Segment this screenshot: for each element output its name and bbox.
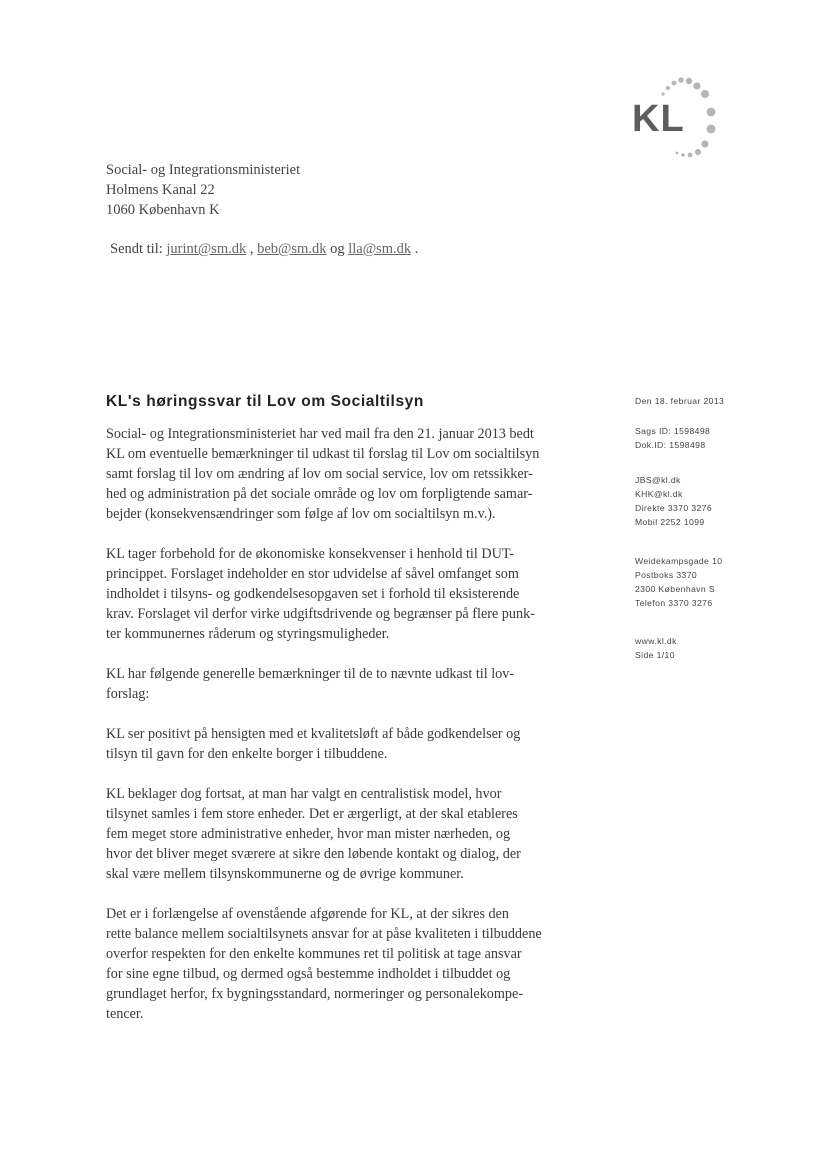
paragraph-line: indholdet i tilsyns- og godkendelsesopgaven set i forhold til eksisterende: [106, 586, 520, 602]
paragraph-line: Social- og Integrationsministeriet har ved mail fra den 21. januar 2013 bedt: [106, 426, 534, 442]
sent-to-line: [110, 241, 418, 258]
email-conjunction: og: [330, 241, 345, 257]
paragraph-line: tilsynet samles i fem store enheder. Det er ærgerligt, at der skal etableres: [106, 806, 518, 822]
recipient-line: Holmens Kanal 22: [106, 182, 215, 198]
paragraph-balance: [106, 904, 586, 1024]
paragraph-line: KL tager forbehold for de økonomiske konsekvenser i henhold til DUT-: [106, 546, 514, 562]
paragraph-intro: [106, 424, 586, 524]
recipient-address: [106, 160, 300, 220]
logo-text: KL: [632, 98, 685, 140]
paragraph-centralistic: [106, 784, 586, 884]
paragraph-line: hvor det bliver meget sværere at sikre den løbende kontakt og dialog, der: [106, 846, 521, 862]
paragraph-line: hed og administration på det sociale område og lov om forpligtende samar-: [106, 486, 533, 502]
recipient-line: Social- og Integrationsministeriet: [106, 162, 301, 178]
address-street: Weidekampsgade 10: [635, 556, 723, 566]
paragraph-line: princippet. Forslaget indeholder en stor udvidelse af såvel omfanget som: [106, 566, 519, 582]
kl-logo: [628, 74, 728, 160]
paragraph-line: skal være mellem tilsynskommunerne og de øvrige kommuner.: [106, 866, 464, 882]
paragraph-general-remarks: [106, 664, 586, 704]
paragraph-line: tilsyn til gavn for den enkelte borger i tilbuddene.: [106, 746, 388, 762]
paragraph-positive: [106, 724, 586, 764]
email-separator: ,: [249, 241, 254, 257]
contact-email-jbs[interactable]: JBS@kl.dk: [635, 475, 681, 485]
paragraph-line: bejder (konsekvensændringer som følge af lov om socialtilsyn m.v.).: [106, 506, 496, 522]
paragraph-line: tencer.: [106, 1006, 144, 1022]
paragraph-line: KL beklager dog fortsat, at man har valgt en centralistisk model, hvor: [106, 786, 502, 802]
sidebar-ids: [635, 424, 710, 452]
paragraph-line: forslag:: [106, 686, 150, 702]
paragraph-line: KL om eventuelle bemærkninger til udkast til forslag til Lov om socialtilsyn: [106, 446, 540, 462]
paragraph-line: KL ser positivt på hensigten med et kvalitetsløft af både godkendelser og: [106, 726, 521, 742]
address-city: 2300 København S: [635, 584, 715, 594]
paragraph-dut: [106, 544, 586, 644]
page-number: Side 1/10: [635, 650, 675, 660]
sent-to-end: .: [414, 241, 419, 257]
paragraph-line: fem meget store administrative enheder, hvor man mister nærheden, og: [106, 826, 511, 842]
paragraph-line: rette balance mellem socialtilsynets ansvar for at påse kvaliteten i tilbuddene: [106, 926, 542, 942]
contact-mobile: Mobil 2252 1099: [635, 517, 705, 527]
sidebar-date: Den 18. februar 2013: [635, 396, 725, 406]
paragraph-line: grundlaget herfor, fx bygningsstandard, normeringer og personalekompe-: [106, 986, 524, 1002]
website-link[interactable]: www.kl.dk: [635, 636, 677, 646]
paragraph-line: overfor respekten for den enkelte kommunes ret til politisk at tage ansvar: [106, 946, 522, 962]
sidebar-contact: [635, 473, 712, 529]
paragraph-line: for sine egne tilbud, og dermed også bestemme indholdet i tilbuddet og: [106, 966, 511, 982]
paragraph-line: krav. Forslaget vil derfor virke udgiftsdrivende og begrænser på flere punk-: [106, 606, 535, 622]
address-phone: Telefon 3370 3276: [635, 598, 713, 608]
email-link-lla[interactable]: lla@sm.dk: [348, 241, 412, 257]
sidebar-footer: [635, 634, 677, 662]
address-postbox: Postboks 3370: [635, 570, 698, 580]
document-heading: KL's høringssvar til Lov om Socialtilsyn: [106, 393, 424, 410]
contact-direct-phone: Direkte 3370 3276: [635, 503, 713, 513]
paragraph-line: samt forslag til lov om ændring af lov om social service, lov om retssikker-: [106, 466, 533, 482]
sent-to-label: Sendt til:: [110, 241, 163, 257]
contact-email-khk[interactable]: KHK@kl.dk: [635, 489, 683, 499]
email-link-jurint[interactable]: jurint@sm.dk: [166, 241, 247, 257]
paragraph-line: ter kommunernes råderum og styringsmuligheder.: [106, 626, 390, 642]
recipient-line: 1060 København K: [106, 202, 220, 218]
dok-id: Dok.ID: 1598498: [635, 440, 706, 450]
sidebar-address: [635, 554, 722, 610]
email-link-beb[interactable]: beb@sm.dk: [257, 241, 327, 257]
paragraph-line: KL har følgende generelle bemærkninger til de to nævnte udkast til lov-: [106, 666, 515, 682]
sags-id: Sags ID: 1598498: [635, 426, 711, 436]
paragraph-line: Det er i forlængelse af ovenstående afgørende for KL, at der sikres den: [106, 906, 509, 922]
